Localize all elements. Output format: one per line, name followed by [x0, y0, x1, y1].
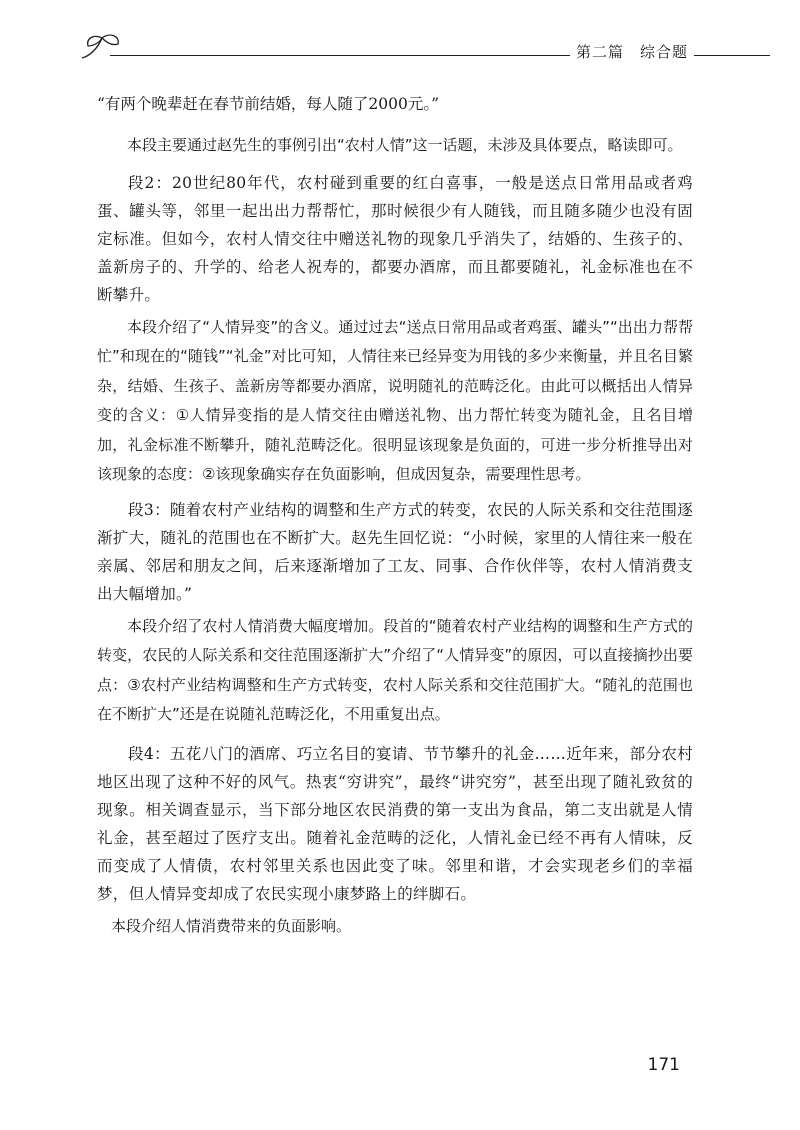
running-header: [80, 28, 770, 68]
segment-paragraph-2: 段2：20世纪80年代，农村碰到重要的红白喜事，一般是送点日常用品或者鸡蛋、罐头等，邻里一起出出力帮帮忙，那时候很少有人随钱，而且随多随少也没有固定标准。但如今，农村人情交往中赠送礼物的现象几乎消失了，结婚的、生孩子的、盖新房子的、升学的、给老人祝寿的，都要办酒席，而且都要随礼，礼金标准也在不断攀升。: [97, 173, 693, 304]
segment-paragraph-4: 段4：五花八门的酒席、巧立名目的宴请、节节攀升的礼金……近年来，部分农村地区出现了这种不好的风气。热衷“穷讲究”，最终“讲究穷”，甚至出现了随礼致贫的现象。相关调查显示，当下部分地区农民消费的第一支出为食品，第二支出就是人情礼金，甚至超过了医疗支出。随着礼金范畴的泛化，人情礼金已经不再有人情味，反而变成了人情债，农村邻里关系也因此变了味。邻里和谐，才会实现老乡们的幸福梦，但人情异变却成了农民实现小康梦路上的绊脚石。: [97, 744, 693, 903]
analysis-paragraph-3: 本段介绍了农村人情消费大幅度增加。段首的“随着农村产业结构的调整和生产方式的转变，农民的人际关系和交往范围逐渐扩大”介绍了“人情异变”的原因，可以直接摘抄出要点：③农村产业结构调整和生产方式转变，农村人际关系和交往范围扩大。“随礼的范围也在不断扩大”还是在说随礼范畴泛化，不用重复出点。: [97, 616, 693, 723]
quote-line: “有两个晚辈赶在春节前结婚，每人随了2000元。”: [97, 95, 440, 113]
analysis-paragraph-1: 本段主要通过赵先生的事例引出“农村人情”这一话题，未涉及具体要点，略读即可。: [127, 136, 683, 154]
analysis-paragraph-4: 本段介绍人情消费带来的负面影响。: [111, 916, 352, 935]
header-title: 第二篇 综合题: [570, 41, 694, 62]
analysis-paragraph-2: 本段介绍了“人情异变”的含义。通过过去“送点日常用品或者鸡蛋、罐头”“出出力帮帮忙”和现在的“随钱”“礼金”对比可知，人情往来已经异变为用钱的多少来衡量，并且名目繁杂，结婚、生孩子、盖新房等都要办酒席，说明随礼的范畴泛化。由此可以概括出人情异变的含义：①人情异变指的是人情交往由赠送礼物、出力帮忙转变为随礼金，且名目增加，礼金标准不断攀升，随礼范畴泛化。很明显该现象是负面的，可进一步分析推导出对该现象的态度：②该现象确实存在负面影响，但成因复杂，需要理性思考。: [97, 317, 693, 483]
page-body: [97, 92, 693, 941]
page-number: 171: [647, 1055, 680, 1075]
segment-paragraph-3: 段3：随着农村产业结构的调整和生产方式的转变，农民的人际关系和交往范围逐渐扩大，随礼的范围也在不断扩大。赵先生回忆说：“小时候，家里的人情往来一般在亲属、邻居和朋友之间，后来逐渐增加了工友、同事、合作伙伴等，农村人情消费支出大幅增加。”: [97, 500, 693, 603]
leaf-icon: [80, 32, 124, 62]
